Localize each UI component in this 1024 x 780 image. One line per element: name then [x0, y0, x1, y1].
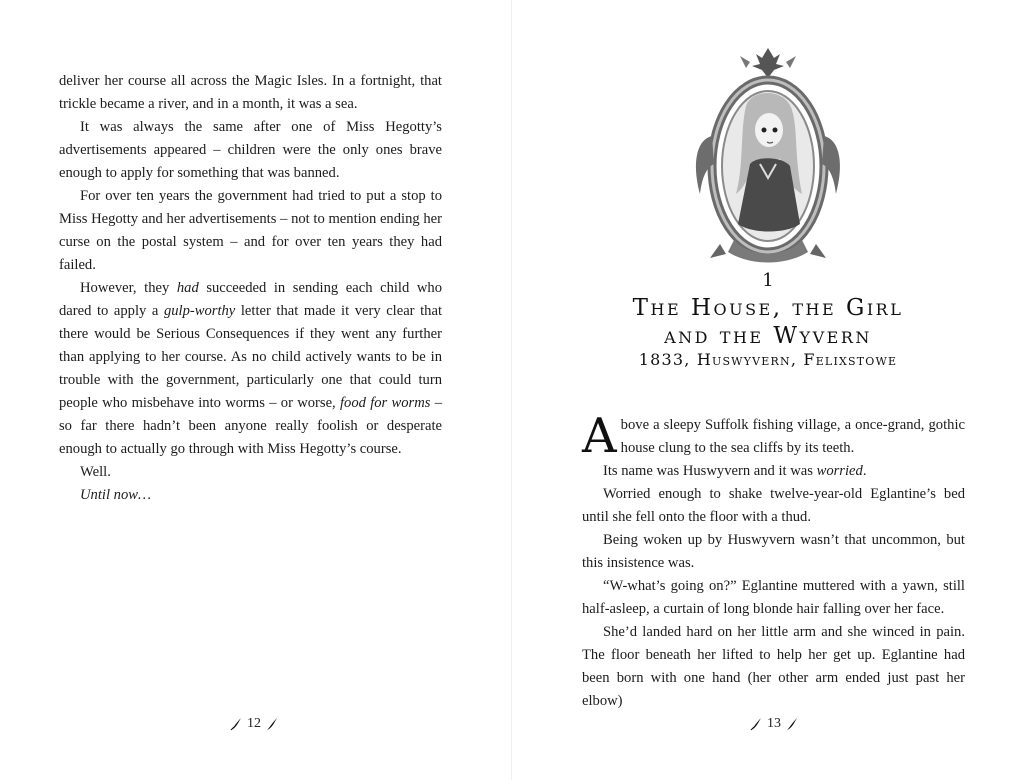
paragraph: deliver her course all across the Magic Isles. In a fortnight, that trickle became a river, and in a month, it was a sea.	[59, 73, 442, 112]
emphasis: gulp-worthy	[163, 303, 236, 319]
right-page-body	[582, 408, 965, 713]
feather-icon	[786, 717, 798, 731]
paragraph: Worried enough to shake twelve-year-old Eglantine’s bed until she fell onto the floor with a thud.	[582, 486, 965, 525]
chapter-subtitle: 1833, Huswyvern, Felixstowe	[638, 350, 898, 369]
chapter-number: 1	[762, 270, 774, 291]
feather-icon	[230, 717, 242, 731]
left-page-body	[59, 70, 442, 507]
paragraph: For over ten years the government had tried to put a stop to Miss Hegotty and her advertisements – not to mention ending her curse on the postal system – and for over ten years they had failed.	[59, 188, 442, 273]
page-number-footer	[204, 716, 304, 732]
emphasis: food for worms	[339, 395, 431, 411]
paragraph: Being woken up by Huswyvern wasn’t that uncommon, but this insistence was.	[582, 532, 965, 571]
right-page	[512, 0, 1024, 780]
wyvern-frame-portrait-icon	[690, 44, 846, 266]
feather-icon	[266, 717, 278, 731]
emphasis: had	[176, 280, 199, 296]
paragraph: It was always the same after one of Miss Hegotty’s advertisements appeared – children were the only ones brave enough to apply for something that was banned.	[59, 119, 442, 181]
feather-icon	[750, 717, 762, 731]
paragraph: However, they had succeeded in sending each child who dared to apply a gulp-worthy letter that made it very clear that there would be Serious Consequences if they went any further than applying to her course. As no child actively wants to be in trouble with the government, particularly one that could turn people who misbehave into worms – or worse, food for worms – so far there hadn’t been anyone really foolish or desperate enough to actually go through with Miss Hegotty’s course.	[59, 280, 443, 457]
chapter-title-line: The House, the Girl	[632, 295, 904, 321]
chapter-illustration	[690, 44, 846, 266]
chapter-title	[512, 294, 1024, 350]
paragraph	[59, 484, 442, 507]
page-number: 12	[247, 716, 261, 731]
paragraph: Its name was Huswyvern and it was worried.	[603, 463, 867, 479]
page-number-footer	[724, 716, 824, 732]
paragraph: She’d landed hard on her little arm and she winced in pain. The floor beneath her lifted to help her get up. Eglantine had been born with one hand (her other arm ended just past her elbow)	[582, 624, 965, 709]
chapter-title-line: and the Wyvern	[664, 323, 872, 349]
paragraph: “W-what’s going on?” Eglantine muttered with a yawn, still half-asleep, a curtain of long blonde hair falling over her face.	[582, 578, 965, 617]
paragraph: Above a sleepy Suffolk fishing village, a once-grand, gothic house clung to the sea cliffs by its teeth.	[582, 408, 965, 464]
emphasis: Until now…	[80, 487, 151, 503]
drop-cap: A	[582, 408, 617, 464]
paragraph: Well.	[80, 464, 111, 480]
page-number: 13	[767, 716, 781, 731]
emphasis: worried	[816, 463, 863, 479]
